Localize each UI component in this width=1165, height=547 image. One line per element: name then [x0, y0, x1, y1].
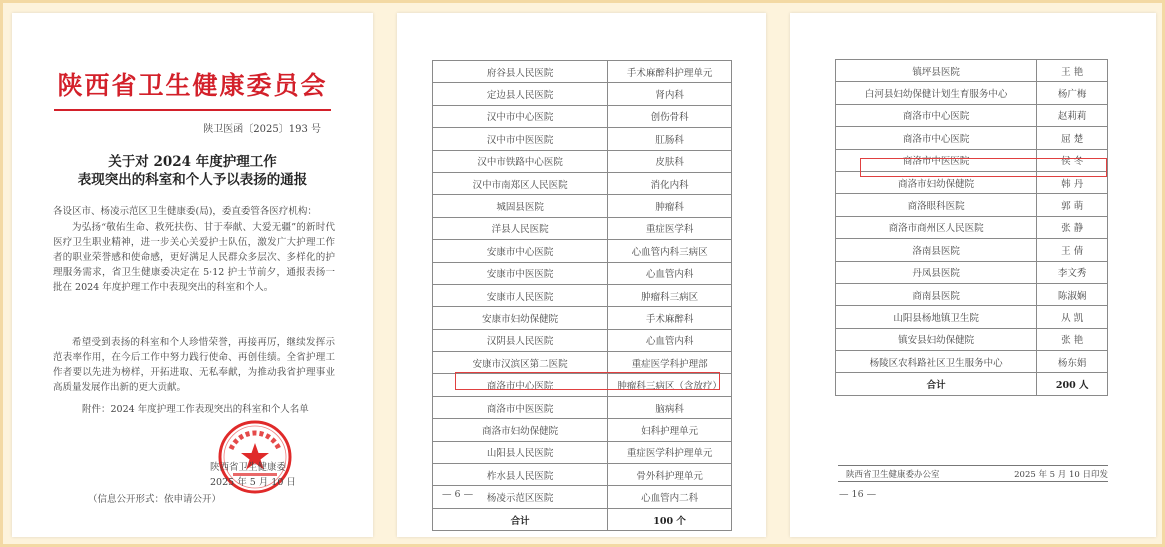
- cell-department: 重症医学科护理部: [608, 352, 732, 374]
- table-row: [836, 82, 1108, 104]
- table-row: [836, 149, 1108, 171]
- cell-department: 肿瘤科三病区: [608, 284, 732, 306]
- cell-person: 屈 楚: [1037, 127, 1108, 149]
- page-number: — 16 —: [839, 489, 877, 500]
- cell-institution: 安康市中心医院: [433, 240, 608, 262]
- cell-institution: 商洛市妇幼保健院: [836, 171, 1037, 193]
- total-label: 合计: [836, 373, 1037, 395]
- body-paragraph-2: 希望受到表扬的科室和个人珍惜荣誉，再接再厉，继续发挥示范表率作用，在今后工作中努力践行使命、再创佳绩。全省护理工作者要以先进为榜样，开拓进取、无私奉献，为推动我省护理事业高质量发展作出新的更大贡献。: [53, 337, 335, 393]
- letterhead-red-line: [54, 109, 331, 111]
- cell-person: 李文秀: [1037, 261, 1108, 283]
- table-row: [836, 194, 1108, 216]
- cell-institution: 杨凌示范区医院: [433, 486, 608, 508]
- total-label: 合计: [433, 508, 608, 530]
- table-row: [836, 239, 1108, 261]
- table-row: [836, 60, 1108, 82]
- cell-department: 创伤骨科: [608, 105, 732, 127]
- document-page-6: [397, 13, 766, 537]
- cell-department: 脑病科: [608, 396, 732, 418]
- cell-person: 王 倩: [1037, 239, 1108, 261]
- table-row: [433, 172, 732, 194]
- cell-institution: 城固县医院: [433, 195, 608, 217]
- cell-institution: 商洛市中心医院: [836, 104, 1037, 126]
- table-row: [433, 441, 732, 463]
- cell-institution: 安康市汉滨区第二医院: [433, 352, 608, 374]
- cell-institution: 商洛市中医医院: [433, 396, 608, 418]
- cell-department: 心血管内科: [608, 329, 732, 351]
- cell-institution: 安康市妇幼保健院: [433, 307, 608, 329]
- cell-institution: 杨陵区农科路社区卫生服务中心: [836, 351, 1037, 373]
- table-row: [433, 150, 732, 172]
- cell-institution: 洛南县医院: [836, 239, 1037, 261]
- cell-person: 杨广梅: [1037, 82, 1108, 104]
- table-row: [433, 61, 732, 83]
- cell-institution: 商洛市商州区人民医院: [836, 216, 1037, 238]
- table-row: [433, 262, 732, 284]
- cell-department: 心血管内二科: [608, 486, 732, 508]
- table-row: [433, 105, 732, 127]
- document-page-1: [12, 13, 373, 537]
- cell-institution: 府谷县人民医院: [433, 61, 608, 83]
- cell-institution: 镇坪县医院: [836, 60, 1037, 82]
- table-row: [433, 307, 732, 329]
- footer-rule-top: [838, 465, 1108, 466]
- cell-institution: 商洛市中心医院: [433, 374, 608, 396]
- table-row: [433, 419, 732, 441]
- table-row: [836, 171, 1108, 193]
- cell-institution: 商洛市中医医院: [836, 149, 1037, 171]
- table-row: [433, 240, 732, 262]
- cell-person: 陈淑娴: [1037, 283, 1108, 305]
- table-row: [836, 306, 1108, 328]
- cell-department: 皮肤科: [608, 150, 732, 172]
- issue-date: 2025 年 5 月 10 日: [210, 477, 296, 488]
- total-value: 200 人: [1037, 373, 1108, 395]
- table-row: [433, 195, 732, 217]
- cell-department: 骨外科护理单元: [608, 464, 732, 486]
- letterhead: 陕西省卫生健康委员会: [57, 71, 328, 100]
- table-row: [836, 328, 1108, 350]
- cell-institution: 镇安县妇幼保健院: [836, 328, 1037, 350]
- cell-institution: 汉中市铁路中心医院: [433, 150, 608, 172]
- body-paragraph-1: 为弘扬“敬佑生命、救死扶伤、甘于奉献、大爱无疆”的新时代医疗卫生职业精神，进一步关心关爱护士队伍，激发广大护理工作者的职业荣誉感和使命感，更好满足人民群众多层次、多样化的护理服务需求，省卫生健康委决定在 5·12 护士节前夕，通报表扬一批在 2024 年度护理工作中表现突出的科室和个人。: [53, 222, 335, 293]
- cell-person: 赵莉莉: [1037, 104, 1108, 126]
- cell-institution: 洋县人民医院: [433, 217, 608, 239]
- cell-department: 手术麻醉科: [608, 307, 732, 329]
- department-list-table: [432, 60, 732, 531]
- table-row: [836, 104, 1108, 126]
- table-total-row: [836, 373, 1108, 395]
- document-number: 陕卫医函〔2025〕193 号: [203, 124, 321, 135]
- cell-department: 重症医学科: [608, 217, 732, 239]
- table-row: [433, 83, 732, 105]
- cell-institution: 商洛眼科医院: [836, 194, 1037, 216]
- table-row: [836, 283, 1108, 305]
- table-row: [836, 216, 1108, 238]
- cell-institution: 安康市中医医院: [433, 262, 608, 284]
- cell-person: 张 艳: [1037, 328, 1108, 350]
- cell-department: 心血管内科三病区: [608, 240, 732, 262]
- table-row: [836, 261, 1108, 283]
- cell-department: 心血管内科: [608, 262, 732, 284]
- page-number: — 6 —: [442, 489, 474, 500]
- cell-department: 消化内科: [608, 172, 732, 194]
- cell-institution: 商洛市中心医院: [836, 127, 1037, 149]
- table-row: [433, 464, 732, 486]
- cell-person: 侯 冬: [1037, 149, 1108, 171]
- table-row: [433, 329, 732, 351]
- table-row: [836, 351, 1108, 373]
- cell-institution: 定边县人民医院: [433, 83, 608, 105]
- table-row: [433, 374, 732, 396]
- cell-institution: 汉阴县人民医院: [433, 329, 608, 351]
- cell-institution: 山阳县人民医院: [433, 441, 608, 463]
- cell-institution: 商南县医院: [836, 283, 1037, 305]
- table-row: [433, 352, 732, 374]
- cell-person: 张 静: [1037, 216, 1108, 238]
- issuer-signature: 陕西省卫生健康委: [210, 462, 287, 473]
- cell-person: 郭 萌: [1037, 194, 1108, 216]
- cell-department: 肿瘤科三病区（含放疗）: [608, 374, 732, 396]
- individual-list-table: [835, 59, 1108, 396]
- notice-title-line-1: 关于对 2024 年度护理工作: [108, 154, 277, 170]
- table-total-row: [433, 508, 732, 530]
- cell-institution: 汉中市中心医院: [433, 105, 608, 127]
- cell-department: 妇科护理单元: [608, 419, 732, 441]
- attachment-note: 附件：2024 年度护理工作表现突出的科室和个人名单: [82, 404, 309, 415]
- total-value: 100 个: [608, 508, 732, 530]
- cell-institution: 山阳县杨地镇卫生院: [836, 306, 1037, 328]
- table-row: [433, 396, 732, 418]
- document-page-16: [790, 13, 1156, 537]
- cell-person: 王 艳: [1037, 60, 1108, 82]
- notice-title-line-2: 表现突出的科室和个人予以表扬的通报: [77, 172, 308, 188]
- footer-issuer: 陕西省卫生健康委办公室: [846, 470, 940, 480]
- table-row: [433, 128, 732, 150]
- cell-institution: 商洛市妇幼保健院: [433, 419, 608, 441]
- cell-department: 肾内科: [608, 83, 732, 105]
- salutation: 各设区市、杨凌示范区卫生健康委(局)，委直委管各医疗机构：: [53, 206, 317, 217]
- table-row: [433, 486, 732, 508]
- cell-department: 重症医学科护理单元: [608, 441, 732, 463]
- cell-person: 韩 丹: [1037, 171, 1108, 193]
- cell-institution: 安康市人民医院: [433, 284, 608, 306]
- footer-rule-bottom: [838, 481, 1108, 482]
- cell-department: 肿瘤科: [608, 195, 732, 217]
- cell-person: 杨东娟: [1037, 351, 1108, 373]
- cell-institution: 柞水县人民医院: [433, 464, 608, 486]
- cell-person: 从 凯: [1037, 306, 1108, 328]
- cell-institution: 白河县妇幼保健计划生育服务中心: [836, 82, 1037, 104]
- table-row: [433, 217, 732, 239]
- table-row: [433, 284, 732, 306]
- cell-department: 手术麻醉科护理单元: [608, 61, 732, 83]
- table-row: [836, 127, 1108, 149]
- disclosure-note: （信息公开形式：依申请公开）: [88, 494, 222, 505]
- cell-institution: 汉中市中医医院: [433, 128, 608, 150]
- cell-department: 肛肠科: [608, 128, 732, 150]
- cell-institution: 汉中市南郑区人民医院: [433, 172, 608, 194]
- footer-print-date: 2025 年 5 月 10 日印发: [1014, 470, 1108, 480]
- cell-institution: 丹凤县医院: [836, 261, 1037, 283]
